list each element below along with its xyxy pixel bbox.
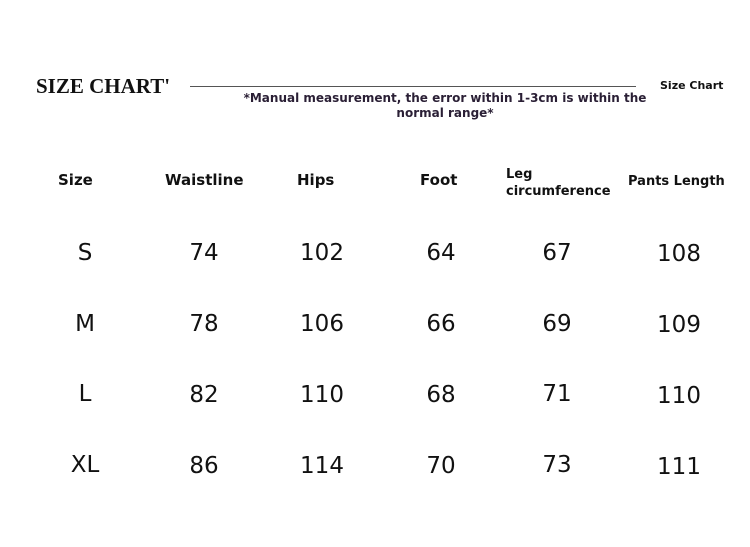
cell-foot: 66 <box>426 311 456 337</box>
cell-waistline: 82 <box>189 382 219 408</box>
size-chart-label: Size Chart <box>660 79 724 92</box>
cell-hips: 106 <box>300 311 344 337</box>
cell-foot: 64 <box>426 240 456 266</box>
cell-leg-circumference: 69 <box>542 311 572 337</box>
cell-foot: 68 <box>426 382 456 408</box>
column-header-pants-length: Pants Length <box>628 174 725 189</box>
measurement-note: *Manual measurement, the error within 1-3cm is within the normal range* <box>243 91 647 120</box>
column-header-size: Size <box>58 171 93 189</box>
cell-size: S <box>77 240 93 266</box>
title-divider <box>190 86 636 87</box>
cell-size: XL <box>70 452 100 478</box>
column-header-waistline: Waistline <box>165 171 244 189</box>
cell-size: M <box>75 311 95 337</box>
cell-hips: 102 <box>300 240 344 266</box>
cell-pants-length: 108 <box>657 241 701 267</box>
column-header-hips: Hips <box>297 171 335 189</box>
cell-hips: 114 <box>300 453 344 479</box>
page-title: SIZE CHART' <box>36 74 171 98</box>
cell-leg-circumference: 67 <box>542 240 572 266</box>
cell-pants-length: 109 <box>657 312 701 338</box>
cell-waistline: 74 <box>189 240 219 266</box>
cell-pants-length: 110 <box>657 383 701 409</box>
column-header-foot: Foot <box>420 171 458 189</box>
column-header-leg-circumference: Leg circumference <box>506 167 611 199</box>
cell-foot: 70 <box>426 453 456 479</box>
cell-hips: 110 <box>300 382 344 408</box>
cell-waistline: 86 <box>189 453 219 479</box>
cell-waistline: 78 <box>189 311 219 337</box>
cell-pants-length: 111 <box>657 454 701 480</box>
cell-leg-circumference: 71 <box>542 381 572 407</box>
cell-leg-circumference: 73 <box>542 452 572 478</box>
cell-size: L <box>78 381 92 407</box>
